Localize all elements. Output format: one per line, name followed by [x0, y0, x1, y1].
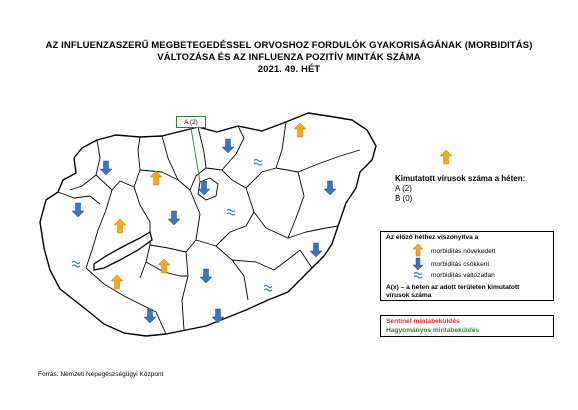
- arrow-down-icon: [411, 257, 425, 271]
- legend-note-line2: vírusok száma: [386, 292, 432, 299]
- arrow-up-icon: [411, 243, 425, 257]
- virus-legend-item-a: A (2): [395, 184, 412, 193]
- legend-note-line1: A(x) – a héten az adott területen kimutatott: [386, 284, 520, 291]
- legend-sentinel: Sentinel mintabeküldés: [386, 318, 460, 325]
- sampling-legend: [380, 315, 554, 337]
- map-title-line1: AZ INFLUENZASZERŰ MEGBETEGEDÉSSEL ORVOSHOZ FORDULÓK GYAKORISÁGÁNAK (MORBIDITÁS): [45, 40, 533, 51]
- legend-traditional: Hagyományos mintabeküldés: [386, 327, 480, 334]
- virus-legend-item-b: B (0): [395, 194, 413, 203]
- approx-icon: [412, 270, 424, 280]
- virus-legend: [395, 174, 525, 204]
- country-outline: [40, 113, 376, 336]
- map-title-line2: VÁLTOZÁSA ÉS AZ INFLUENZA POZITÍV MINTÁK SZÁMA: [157, 52, 421, 63]
- trend-legend-heading: Az előző héthez viszonyítva a: [386, 234, 479, 241]
- legend-decreased: morbiditás csökkent: [431, 261, 490, 268]
- virus-legend-heading: Kimutatott vírusok száma a héten:: [395, 174, 526, 183]
- region-marker-outside: [440, 150, 452, 164]
- source-note: Forrás: Nemzeti Népegészségügyi Központ: [38, 371, 164, 378]
- trend-legend: [380, 231, 554, 301]
- legend-increased: morbiditás növekedett: [431, 248, 496, 255]
- map-title-week: 2021. 49. HÉT: [257, 64, 321, 75]
- legend-unchanged: morbiditás változatlan: [431, 272, 495, 279]
- virus-callout-budapest: A (2): [176, 116, 206, 128]
